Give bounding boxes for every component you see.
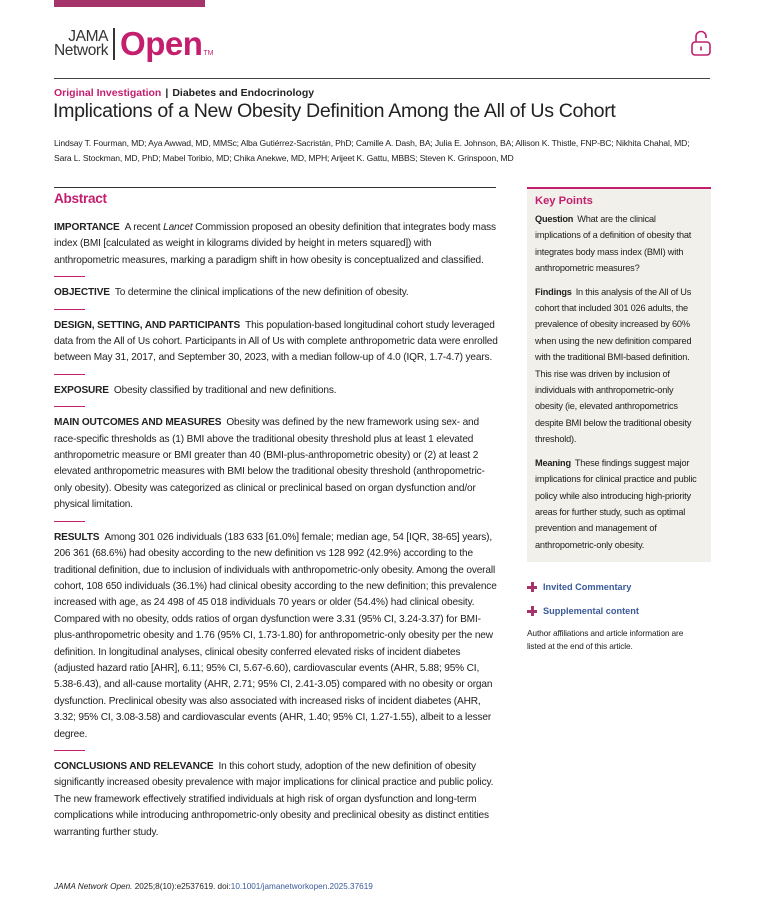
jama-network-open-logo[interactable] [54, 24, 214, 64]
abstract-exposure [54, 383, 498, 399]
logo-jama-network [54, 30, 108, 58]
exposure-text: Obesity classified by traditional and new definitions. [113, 384, 337, 396]
importance-text-pre: A recent [124, 222, 164, 233]
objective-text: To determine the clinical implications of the new definition of obesity. [114, 287, 409, 299]
question-text: What are the clinical implications of a definition of obesity that integrates body mass index (BMI) with anthropometric measures? [535, 214, 692, 274]
author-line-1: Lindsay T. Fourman, MD; Aya Awwad, MD, MMSc; Alba Gutiérrez-Sacristán, PhD; Camille A. Dash, BA; Julia E. Johnson, BA; Allison K. Thistle, FNP-BC; Nikhita Chahal, MD; [54, 138, 690, 148]
affiliation-note-line-2: listed at the end of this article. [527, 641, 633, 651]
article-type-link[interactable]: Original Investigation [54, 87, 162, 99]
citation-footer [54, 882, 373, 891]
plus-icon [527, 582, 537, 592]
abstract-conclusions [54, 759, 498, 841]
conclusions-text: In this cohort study, adoption of the new definition of obesity significantly increased obesity prevalence with major implications for clinical practice and public policy. The new framework effectively stratified individuals at high risk of organ dysfunction and long-term complications while introducing anthropometric-only obesity and preclinical obesity as distinct entities warranting further study. [54, 760, 494, 838]
author-list [54, 136, 716, 166]
author-line-2: Sara L. Stockman, MD, PhD; Mabel Toribio, MD; Chika Anekwe, MD, MPH; Arijeet K. Gattu, MBBS; Steven K. Grinspoon, MD [54, 153, 514, 163]
results-label: RESULTS [54, 531, 100, 543]
logo-jama-text: JAMA [68, 28, 109, 45]
supplemental-content-link[interactable] [527, 606, 639, 616]
invited-commentary-link[interactable] [527, 582, 631, 592]
abstract-objective [54, 285, 498, 301]
section-divider [54, 750, 85, 751]
exposure-label: EXPOSURE [54, 384, 109, 396]
section-divider [54, 406, 85, 407]
objective-label: OBJECTIVE [54, 287, 110, 299]
section-divider [54, 276, 85, 277]
subject-area-link[interactable]: Diabetes and Endocrinology [172, 87, 315, 99]
doi-link[interactable]: 10.1001/jamanetworkopen.2025.37619 [230, 882, 373, 891]
logo-network-text: Network [54, 42, 109, 59]
logo-open-text: Open [120, 25, 203, 62]
meaning-text: These findings suggest major implications for clinical practice and public policy while also introducing high-priority areas for further study, such as optimal prevention and management of anthropometric-only obesity. [535, 457, 697, 550]
conclusions-label: CONCLUSIONS AND RELEVANCE [54, 760, 214, 772]
section-separator: | [165, 87, 169, 99]
question-label: Question [535, 214, 574, 224]
key-points-findings [535, 284, 703, 448]
invited-commentary-label: Invited Commentary [543, 582, 632, 592]
section-divider [54, 521, 85, 522]
supplemental-content-label: Supplemental content [543, 606, 639, 616]
abstract-body [54, 220, 498, 841]
importance-label: IMPORTANCE [54, 222, 120, 233]
open-lock-icon [691, 30, 711, 56]
affiliation-note [527, 627, 715, 653]
outcomes-label: MAIN OUTCOMES AND MEASURES [54, 417, 222, 429]
abstract-outcomes [54, 415, 498, 513]
abstract-design [54, 318, 498, 367]
meaning-label: Meaning [535, 457, 571, 468]
key-points-box [527, 187, 711, 562]
key-points-question [535, 211, 703, 277]
design-label: DESIGN, SETTING, AND PARTICIPANTS [54, 319, 241, 331]
importance-text-italic: Lancet [163, 222, 193, 233]
affiliation-note-line-1: Author affiliations and article information are [527, 628, 684, 638]
footer-citation: 2025;8(10):e2537619. doi: [132, 882, 231, 891]
top-accent-bar [54, 0, 205, 7]
plus-icon [527, 606, 537, 616]
results-text: Among 301 026 individuals (183 633 [61.0%] female; median age, 54 [IQR, 38-65] years), 206 361 (68.6%) had obesity according to the new definition vs 128 992 (42.9%) according to the traditional definition, due to inclusion of individuals with anthropometric-only obesity. Among the overall cohort, 108 650 individuals (36.1%) had clinical obesity according to the new definition; this prevalence increased with age, as 24 498 of 45 018 individuals 70 years or older (54.4%) had clinical obesity. Compared with no obesity, odds ratios of organ dysfunction were 3.31 (95% CI, 3.24-3.37) for BMI-plus-anthropometric obesity and 1.76 (95% CI, 1.73-1.80) for anthropometric-only obesity per the new definition. In longitudinal analyses, clinical obesity conferred elevated risks of incident diabetes (adjusted hazard ratio [AHR], 6.11; 95% CI, 5.67-6.60), cardiovascular events (AHR, 5.88; 95% CI, 5.38-6.43), and all-cause mortality (AHR, 2.71; 95% CI, 2.41-3.05) compared with no obesity or organ dysfunction. Preclinical obesity was also associated with increased risks of incident diabetes (AHR, 3.32; 95% CI, 3.08-3.58) and cardiovascular events (AHR, 1.40; 95% CI, 1.27-1.55), albeit to a lesser degree. [54, 531, 497, 740]
article-title: Implications of a New Obesity Definition Among the All of Us Cohort [53, 100, 616, 122]
abstract-results [54, 530, 498, 743]
abstract-importance [54, 220, 498, 269]
key-points-heading: Key Points [535, 195, 593, 207]
section-divider [54, 309, 85, 310]
footer-journal: JAMA Network Open. [54, 882, 133, 891]
logo-trademark: TM [203, 50, 214, 57]
importance-text-post: Commission proposed an obesity definition that integrates body mass index (BMI [calculated as weight in kilograms divided by height in meters squared]) with anthropometric measures, marking a paradigm shift in how obesity is conceptualized and classified. [54, 222, 496, 266]
abstract-heading: Abstract [54, 191, 107, 206]
article-section [54, 87, 314, 99]
header-rule [54, 78, 710, 79]
design-text: This population-based longitudinal cohort study leveraged data from the All of Us cohort. Participants in All of Us with complete anthropometric data were enrolled between May 31, 2017, and September 30, 2023, with a median follow-up of 4.0 (IQR, 1.7-4.7) years. [54, 319, 498, 364]
abstract-rule [54, 187, 496, 188]
section-divider [54, 374, 85, 375]
findings-text: In this analysis of the All of Us cohort that included 301 026 adults, the prevalence of obesity increased by 60% when using the new definition compared with the traditional BMI-based definition. This rise was driven by inclusion of individuals with anthropometric-only obesity (ie, elevated anthropometrics despite BMI below the traditional obesity threshold). [535, 286, 692, 445]
findings-label: Findings [535, 286, 572, 297]
outcomes-text: Obesity was defined by the new framework using sex- and race-specific thresholds as (1) BMI above the traditional obesity threshold plus at least 1 elevated anthropometric measure or BMI greater than 40 (BMI-plus-anthropometric obesity) or (2) at least 2 elevated anthropometric measures with BMI below the traditional obesity threshold (anthropometric-only obesity). Obesity was categorized as clinical or preclinical based on organ dysfunction and/or physical limitation. [54, 417, 485, 511]
key-points-meaning [535, 455, 703, 553]
logo-divider [113, 28, 115, 60]
